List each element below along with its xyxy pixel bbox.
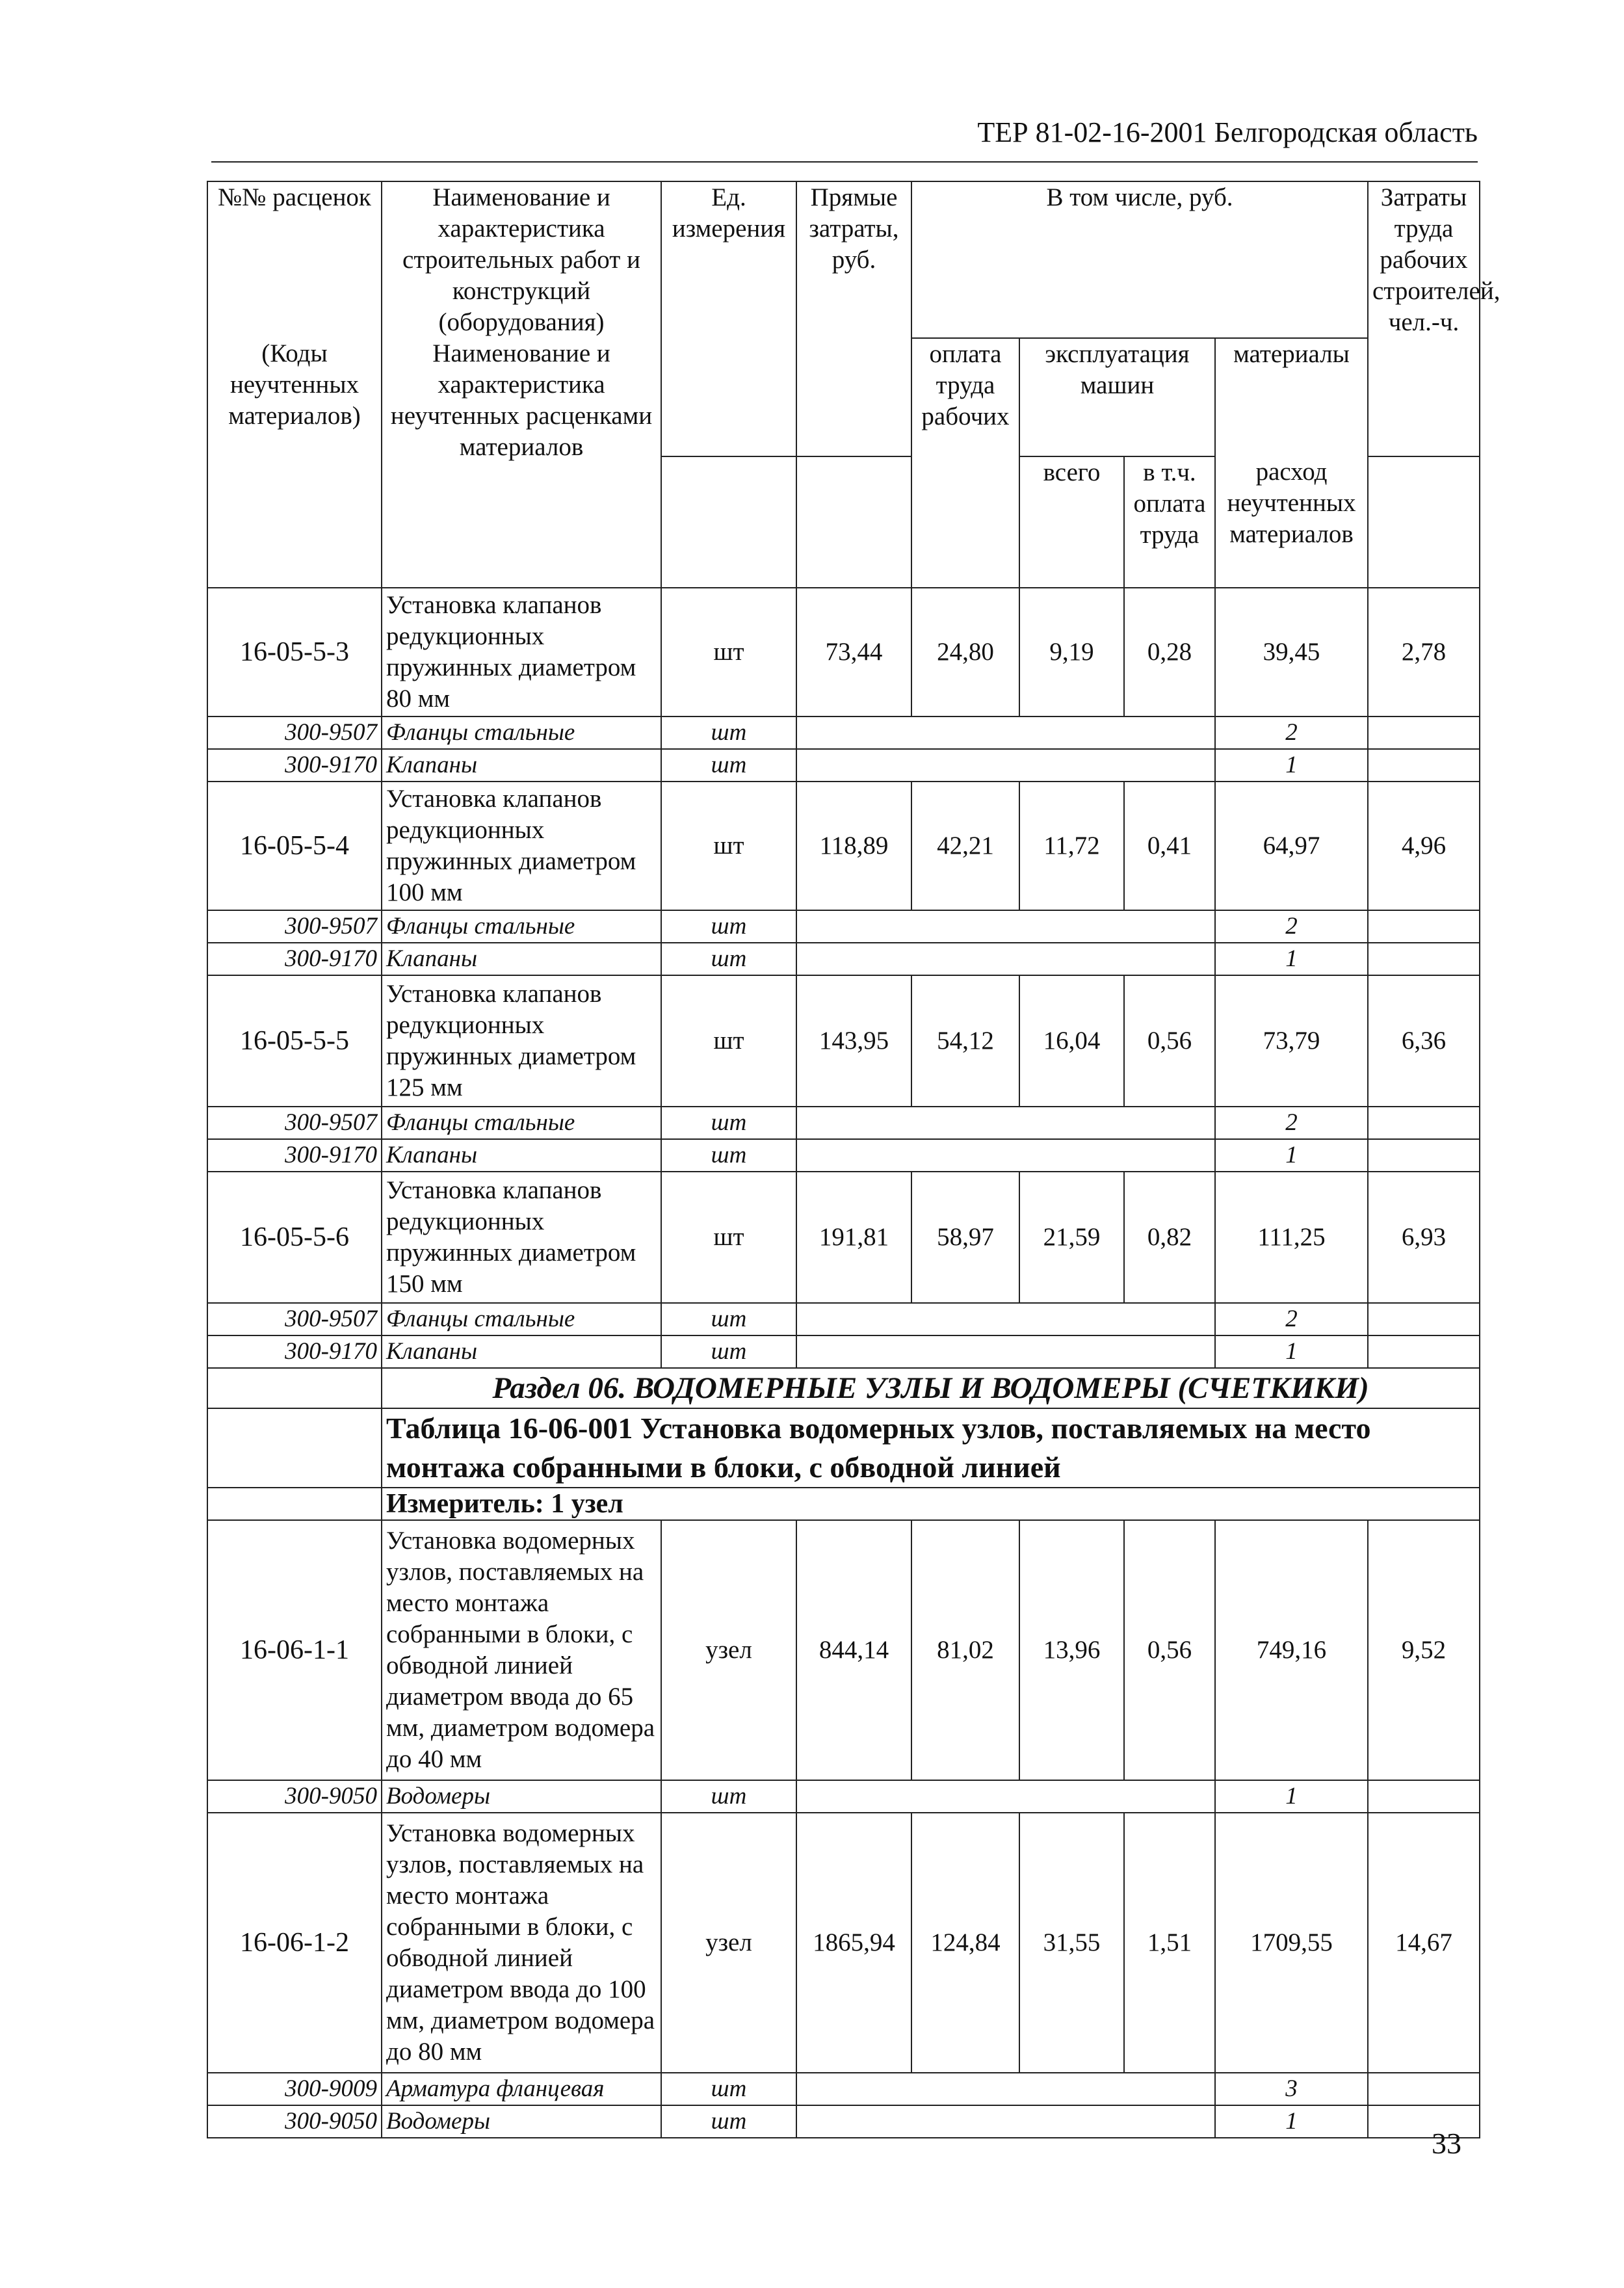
- rate-machines-wages: 0,56: [1124, 975, 1215, 1107]
- section-title: Раздел 06. ВОДОМЕРНЫЕ УЗЛЫ И ВОДОМЕРЫ (СЧЕТКИКИ): [382, 1368, 1480, 1408]
- rate-labor: 6,36: [1368, 975, 1480, 1107]
- rate-row: [207, 782, 1480, 910]
- col-machines-total-header: всего: [1019, 456, 1124, 588]
- rate-direct-cost: 73,44: [796, 588, 911, 717]
- material-code: 300-9009: [207, 2073, 382, 2105]
- material-name: Арматура фланцевая: [382, 2073, 661, 2105]
- rate-labor: 2,78: [1368, 588, 1480, 717]
- table-title-row: [207, 1408, 1480, 1488]
- rate-machines-wages: 0,82: [1124, 1172, 1215, 1303]
- material-qty: 2: [1215, 1107, 1368, 1139]
- header-rule: [211, 161, 1478, 163]
- material-name: Фланцы стальные: [382, 1107, 661, 1139]
- material-name: Водомеры: [382, 2105, 661, 2138]
- rate-row: [207, 1172, 1480, 1303]
- page-number: 33: [1432, 2127, 1461, 2160]
- material-qty: 2: [1215, 717, 1368, 749]
- rate-labor: 4,96: [1368, 782, 1480, 910]
- material-unit: шт: [661, 910, 796, 943]
- rate-name: Установка клапанов редукционных пружинных диаметром 150 мм: [382, 1172, 661, 1303]
- col-unit-header: Ед. измерения: [661, 181, 796, 456]
- material-qty: 1: [1215, 1139, 1368, 1172]
- rate-name: Установка клапанов редукционных пружинных диаметром 100 мм: [382, 782, 661, 910]
- rate-machines-total: 16,04: [1019, 975, 1124, 1107]
- rate-materials: 73,79: [1215, 975, 1368, 1107]
- material-row: [207, 1780, 1480, 1813]
- rate-machines-total: 11,72: [1019, 782, 1124, 910]
- material-unit: шт: [661, 1107, 796, 1139]
- table-title: Таблица 16-06-001 Установка водомерных узлов, поставляемых на место монтажа собранными в блоки, с обводной линией: [382, 1408, 1480, 1488]
- material-qty: 3: [1215, 2073, 1368, 2105]
- material-name: Клапаны: [382, 1335, 661, 1368]
- material-code: 300-9507: [207, 1303, 382, 1335]
- col-labor-header: Затраты труда рабочих строителей, чел.-ч.: [1368, 181, 1480, 456]
- section-row: [207, 1368, 1480, 1408]
- material-code: 300-9507: [207, 717, 382, 749]
- col-code-sub-header: (Коды неучтенных материалов): [207, 338, 382, 588]
- rate-unit: шт: [661, 1172, 796, 1303]
- rate-direct-cost: 118,89: [796, 782, 911, 910]
- rate-wages: 54,12: [911, 975, 1019, 1107]
- rate-machines-wages: 1,51: [1124, 1813, 1215, 2073]
- material-qty: 1: [1215, 1335, 1368, 1368]
- rate-materials: 749,16: [1215, 1520, 1368, 1780]
- col-direct-header: Прямые затраты, руб.: [796, 181, 911, 456]
- material-row: [207, 2105, 1480, 2138]
- material-qty: 1: [1215, 1780, 1368, 1813]
- rate-direct-cost: 1865,94: [796, 1813, 911, 2073]
- col-code-header: №№ расценок: [207, 181, 382, 338]
- rate-direct-cost: 191,81: [796, 1172, 911, 1303]
- rate-unit: шт: [661, 782, 796, 910]
- material-unit: шт: [661, 2105, 796, 2138]
- rate-machines-wages: 0,41: [1124, 782, 1215, 910]
- material-unit: шт: [661, 1303, 796, 1335]
- rate-labor: 9,52: [1368, 1520, 1480, 1780]
- material-code: 300-9050: [207, 2105, 382, 2138]
- rates-table: [207, 181, 1500, 2138]
- material-code: 300-9507: [207, 910, 382, 943]
- material-qty: 1: [1215, 749, 1368, 782]
- material-name: Клапаны: [382, 1139, 661, 1172]
- material-unit: шт: [661, 749, 796, 782]
- rate-wages: 81,02: [911, 1520, 1019, 1780]
- rate-labor: 14,67: [1368, 1813, 1480, 2073]
- rate-wages: 24,80: [911, 588, 1019, 717]
- material-row: [207, 717, 1480, 749]
- rate-code: 16-05-5-5: [207, 975, 382, 1107]
- material-code: 300-9507: [207, 1107, 382, 1139]
- material-code: 300-9170: [207, 1335, 382, 1368]
- rate-direct-cost: 143,95: [796, 975, 911, 1107]
- col-name-header: Наименование и характеристика строительных работ и конструкций (оборудования): [382, 181, 661, 338]
- rate-row: [207, 1520, 1480, 1780]
- material-row: [207, 1303, 1480, 1335]
- material-unit: шт: [661, 943, 796, 975]
- rate-name: Установка клапанов редукционных пружинных диаметром 80 мм: [382, 588, 661, 717]
- rate-row: [207, 1813, 1480, 2073]
- rate-code: 16-05-5-4: [207, 782, 382, 910]
- col-wages-header: оплата труда рабочих: [911, 338, 1019, 588]
- material-name: Клапаны: [382, 943, 661, 975]
- rate-unit: шт: [661, 975, 796, 1107]
- header-row-1: [207, 181, 1480, 338]
- col-incl-header: В том числе, руб.: [911, 181, 1368, 338]
- material-unit: шт: [661, 1139, 796, 1172]
- rate-code: 16-06-1-2: [207, 1813, 382, 2073]
- rate-name: Установка клапанов редукционных пружинных диаметром 125 мм: [382, 975, 661, 1107]
- material-name: Фланцы стальные: [382, 910, 661, 943]
- rate-wages: 42,21: [911, 782, 1019, 910]
- rate-machines-total: 31,55: [1019, 1813, 1124, 2073]
- document-header: ТЕР 81-02-16-2001 Белгородская область: [977, 116, 1478, 148]
- rate-materials: 1709,55: [1215, 1813, 1368, 2073]
- material-name: Фланцы стальные: [382, 1303, 661, 1335]
- material-code: 300-9050: [207, 1780, 382, 1813]
- rate-unit: узел: [661, 1520, 796, 1780]
- rate-row: [207, 975, 1480, 1107]
- measure-row: [207, 1488, 1480, 1520]
- rate-machines-total: 21,59: [1019, 1172, 1124, 1303]
- rate-code: 16-05-5-3: [207, 588, 382, 717]
- material-unit: шт: [661, 717, 796, 749]
- material-code: 300-9170: [207, 943, 382, 975]
- material-qty: 1: [1215, 943, 1368, 975]
- material-unit: шт: [661, 1335, 796, 1368]
- material-row: [207, 943, 1480, 975]
- rate-unit: узел: [661, 1813, 796, 2073]
- material-qty: 2: [1215, 1303, 1368, 1335]
- material-code: 300-9170: [207, 1139, 382, 1172]
- rate-machines-wages: 0,28: [1124, 588, 1215, 717]
- rate-unit: шт: [661, 588, 796, 717]
- col-machines-wages-header: в т.ч. оплата труда: [1124, 456, 1215, 588]
- material-row: [207, 2073, 1480, 2105]
- material-unit: шт: [661, 1780, 796, 1813]
- rate-name: Установка водомерных узлов, поставляемых на место монтажа собранными в блоки, с обводной линией диаметром ввода до 100 мм, диаметром водомера до 80 мм: [382, 1813, 661, 2073]
- col-machines-header: эксплуатация машин: [1019, 338, 1215, 456]
- material-code: 300-9170: [207, 749, 382, 782]
- rate-direct-cost: 844,14: [796, 1520, 911, 1780]
- material-name: Водомеры: [382, 1780, 661, 1813]
- material-row: [207, 1139, 1480, 1172]
- material-name: Фланцы стальные: [382, 717, 661, 749]
- material-qty: 2: [1215, 910, 1368, 943]
- rate-materials: 64,97: [1215, 782, 1368, 910]
- material-qty: 1: [1215, 2105, 1368, 2138]
- rate-machines-total: 13,96: [1019, 1520, 1124, 1780]
- rate-code: 16-06-1-1: [207, 1520, 382, 1780]
- measure-unit: Измеритель: 1 узел: [382, 1488, 1480, 1520]
- rate-row: [207, 588, 1480, 717]
- material-unit: шт: [661, 2073, 796, 2105]
- material-row: [207, 1107, 1480, 1139]
- rate-machines-wages: 0,56: [1124, 1520, 1215, 1780]
- rate-name: Установка водомерных узлов, поставляемых на место монтажа собранными в блоки, с обводной линией диаметром ввода до 65 мм, диаметром водомера до 40 мм: [382, 1520, 661, 1780]
- col-materials-header: материалы: [1215, 338, 1368, 456]
- rate-materials: 111,25: [1215, 1172, 1368, 1303]
- rate-wages: 124,84: [911, 1813, 1019, 2073]
- rate-materials: 39,45: [1215, 588, 1368, 717]
- col-name-sub-header: Наименование и характеристика неучтенных расценками материалов: [382, 338, 661, 588]
- material-name: Клапаны: [382, 749, 661, 782]
- rate-wages: 58,97: [911, 1172, 1019, 1303]
- rate-labor: 6,93: [1368, 1172, 1480, 1303]
- rate-machines-total: 9,19: [1019, 588, 1124, 717]
- material-row: [207, 749, 1480, 782]
- rate-code: 16-05-5-6: [207, 1172, 382, 1303]
- material-row: [207, 910, 1480, 943]
- material-row: [207, 1335, 1480, 1368]
- col-materials-sub-header: расход неучтенных материалов: [1215, 456, 1368, 588]
